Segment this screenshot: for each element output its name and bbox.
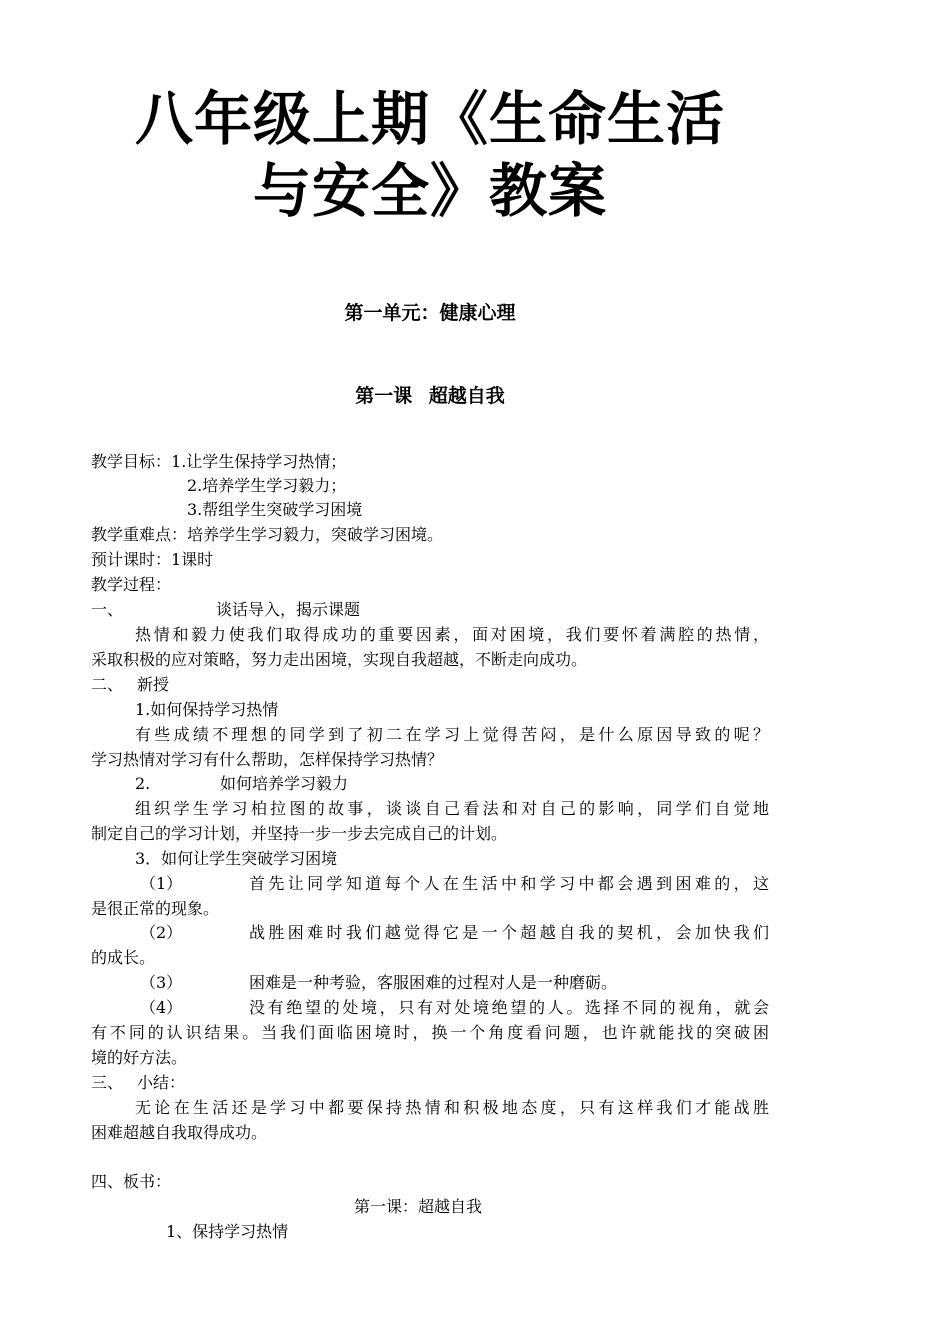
paragraph-line: 困难是一种考验，客服困难的过程对人是一种磨砺。 — [249, 973, 618, 992]
paragraph-line: 热情和毅力使我们取得成功的重要因素，面对困境，我们要怀着满腔的热情， — [135, 625, 769, 644]
point-number: （3） — [140, 973, 183, 992]
section-3-number: 三、 — [91, 1073, 124, 1092]
section-2-number: 二、 — [91, 675, 124, 694]
lesson-heading: 第一课 超越自我 — [355, 385, 505, 407]
paragraph-line: 没有绝望的处境，只有对处境绝望的人。选择不同的视角，就会 — [249, 998, 769, 1017]
point-number: （4） — [140, 998, 183, 1017]
section-1-title: 谈话导入，揭示课题 — [216, 600, 361, 619]
paragraph-line: 首先让同学知道每个人在生活中和学习中都会遇到困难的，这 — [249, 874, 769, 893]
section-2-title: 新授 — [137, 675, 170, 694]
objectives-line-1 — [91, 451, 346, 473]
paragraph-line: 是很正常的现象。 — [91, 899, 220, 918]
subsection-title: 1.如何保持学习热情 — [135, 700, 279, 719]
objective-item: 1.让学生保持学习热情； — [171, 452, 347, 471]
paragraph-line: 的成长。 — [91, 948, 156, 967]
document-title-line-1: 八年级上期《生命生活 — [134, 85, 725, 153]
paragraph-line: 有些成绩不理想的同学到了初二在学习上觉得苦闷，是什么原因导致的呢？ — [135, 725, 769, 744]
objectives-label: 教学目标： — [91, 452, 172, 471]
point-number: （1） — [140, 874, 183, 893]
subsection-title: 如何培养学习毅力 — [220, 774, 349, 793]
paragraph-line: 无论在生活还是学习中都要保持热情和积极地态度，只有这样我们才能战胜 — [135, 1098, 769, 1117]
section-3-title: 小结： — [137, 1073, 186, 1092]
board-label: 四、板书： — [91, 1172, 172, 1191]
paragraph-line: 有不同的认识结果。当我们面临困境时，换一个角度看问题，也许就能找的突破困 — [91, 1023, 769, 1042]
objective-item: 2.培养学生学习毅力； — [187, 476, 347, 495]
paragraph-line: 制定自己的学习计划，并坚持一步一步去完成自己的计划。 — [91, 824, 508, 843]
board-title: 第一课：超越自我 — [354, 1197, 483, 1216]
section-1-number: 一、 — [91, 600, 124, 619]
subsection-number: 2. — [135, 774, 151, 793]
subsection-title: 3．如何让学生突破学习困境 — [135, 849, 338, 868]
unit-heading: 第一单元：健康心理 — [344, 302, 516, 324]
paragraph-line: 采取积极的应对策略，努力走出困境，实现自我超越，不断走向成功。 — [91, 650, 588, 669]
lesson-hours: 预计课时：1课时 — [91, 550, 214, 569]
document-title-line-2: 与安全》教案 — [252, 157, 607, 225]
process-label: 教学过程： — [91, 575, 172, 594]
key-points: 教学重难点：培养学生学习毅力，突破学习困境。 — [91, 525, 444, 544]
objective-item: 3.帮组学生突破学习困境 — [187, 500, 363, 519]
paragraph-line: 战胜困难时我们越觉得它是一个超越自我的契机，会加快我们 — [249, 923, 769, 942]
paragraph-line: 境的好方法。 — [91, 1048, 188, 1067]
board-item: 1、保持学习热情 — [166, 1222, 289, 1241]
paragraph-line: 困难超越自我取得成功。 — [91, 1123, 268, 1142]
paragraph-line: 学习热情对学习有什么帮助，怎样保持学习热情？ — [91, 750, 444, 769]
paragraph-line: 组织学生学习柏拉图的故事，谈谈自己看法和对自己的影响，同学们自觉地 — [135, 799, 769, 818]
point-number: （2） — [140, 923, 183, 942]
